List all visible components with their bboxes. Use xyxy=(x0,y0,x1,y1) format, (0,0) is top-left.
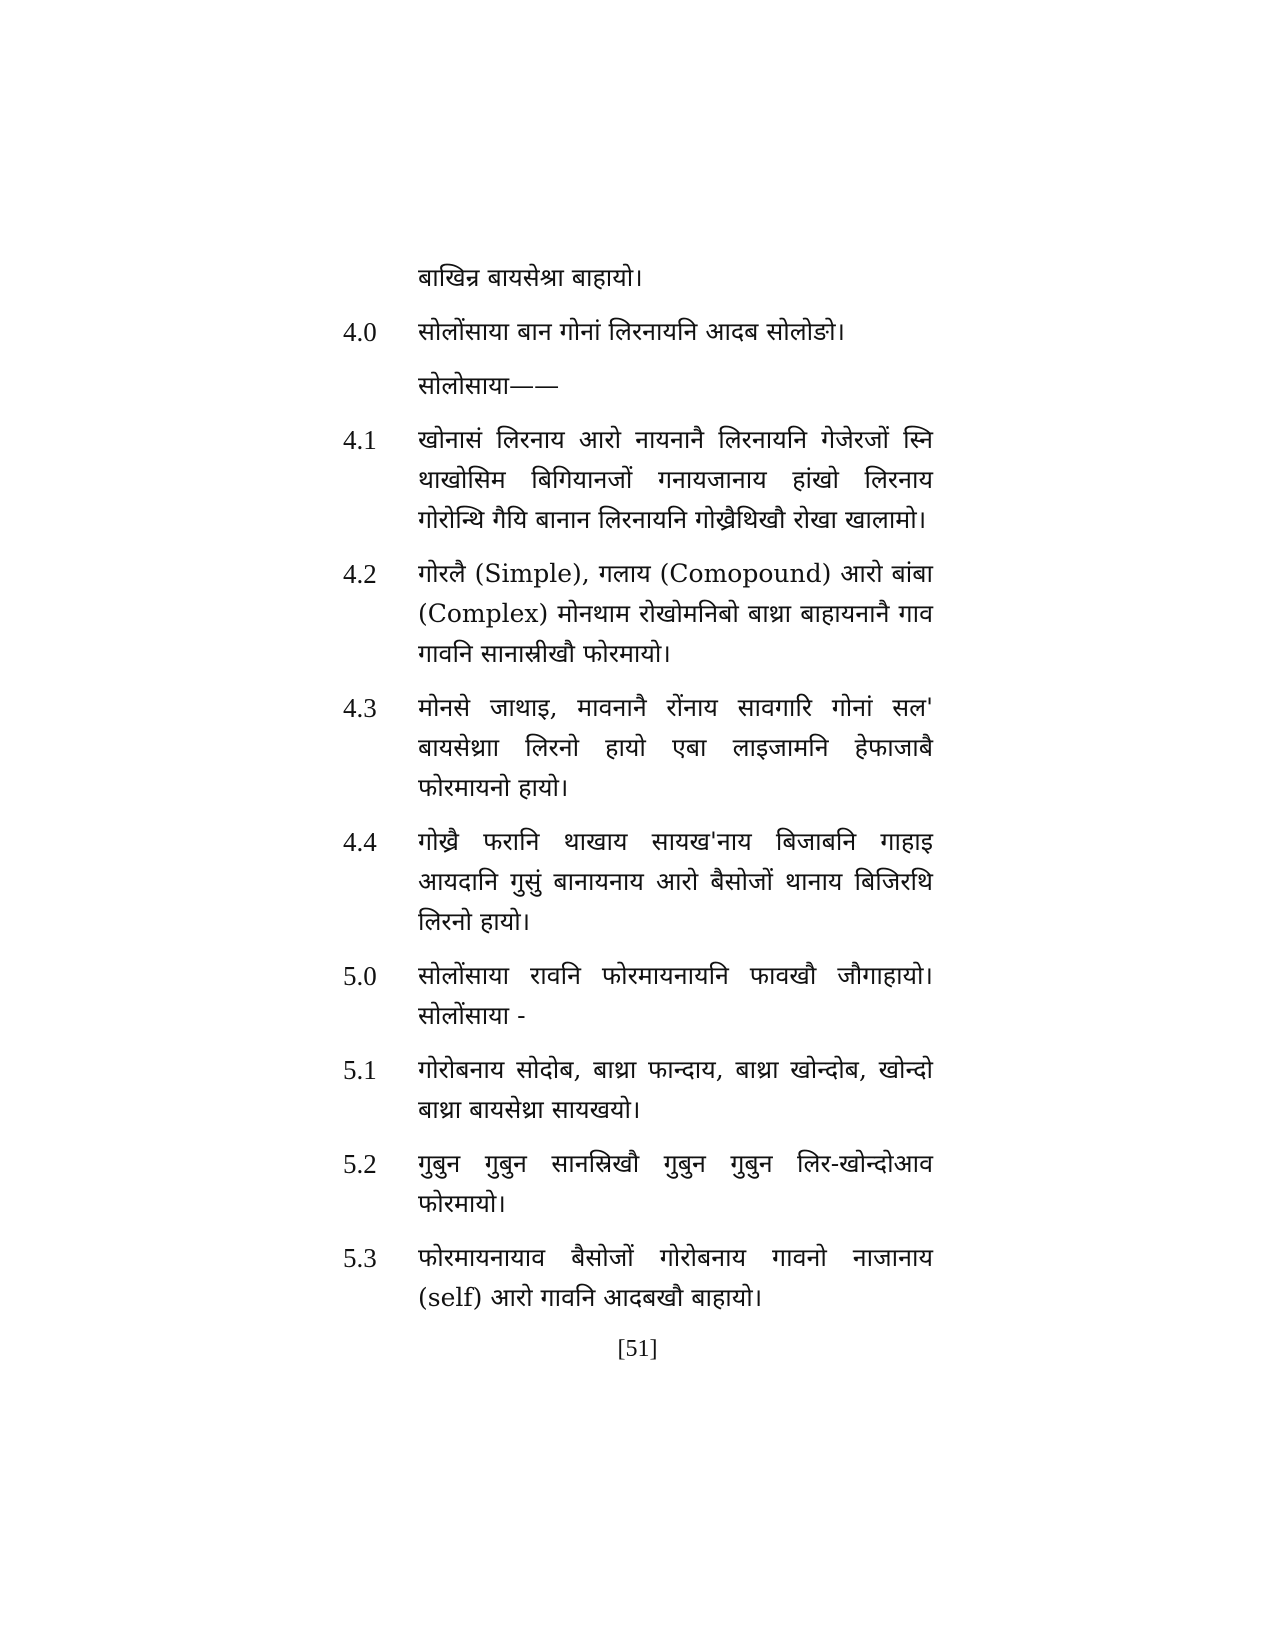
page-body xyxy=(343,258,933,1332)
list-item-4-0 xyxy=(343,312,933,352)
item-number: 5.3 xyxy=(343,1243,377,1273)
list-item-5-1 xyxy=(343,1050,933,1130)
page-number: [51] xyxy=(617,1336,658,1362)
item-text: सोलोंसाया बान गोनां लिरनायनि आदब सोलोङो। xyxy=(418,317,846,346)
item-number: 5.2 xyxy=(343,1149,377,1179)
item-text: मोनसे जाथाइ, मावनानै रोंनाय सावगारि गोनां सल' बायसेथ्राा लिरनो हायो एबा लाइजामनि हेफाजाबै फोरमायनो हायो। xyxy=(418,693,933,802)
item-number: 4.1 xyxy=(343,425,377,455)
item-number: 4.2 xyxy=(343,559,377,589)
list-item-4-4 xyxy=(343,822,933,942)
item-number: 5.0 xyxy=(343,961,377,991)
item-text: गोरोबनाय सोदोब, बाथ्रा फान्दाय, बाथ्रा खोन्दोब, खोन्दो बाथ्रा बायसेथ्रा सायखयो। xyxy=(418,1055,933,1124)
item-text: गुबुन गुबुन सानस्रिखौ गुबुन गुबुन लिर-खोन्दोआव फोरमायो। xyxy=(418,1149,933,1218)
sub-heading: सोलोसाया—— xyxy=(418,371,560,400)
item-number: 4.0 xyxy=(343,317,377,347)
item-text: गोरलै (Simple), गलाय (Comopound) आरो बांबा (Complex) मोनथाम रोखोमनिबो बाथ्रा बाहायनानै गाव गावनि सानास्रीखौ फोरमायो। xyxy=(418,559,933,668)
list-item-4-1 xyxy=(343,420,933,540)
list-item-5-3 xyxy=(343,1238,933,1318)
list-item-5-0 xyxy=(343,956,933,1036)
item-text: गोख्रै फरानि थाखाय सायख'नाय बिजाबनि गाहाइ आयदानि गुसुं बानायनाय आरो बैसोजों थानाय बिजिरथि लिरनो हायो। xyxy=(418,827,933,936)
continued-line: बाखिन्र बायसेश्रा बाहायो। xyxy=(418,263,643,292)
list-item-4-2 xyxy=(343,554,933,674)
item-text: फोरमायनायाव बैसोजों गोरोबनाय गावनो नाजानाय (self) आरो गावनि आदबखौ बाहायो। xyxy=(418,1243,933,1312)
item-text: सोलोंसाया रावनि फोरमायनायनि फावखौ जौगाहायो। सोलोंसाया - xyxy=(418,961,933,1030)
list-item-4-3 xyxy=(343,688,933,808)
item-text: खोनासं लिरनाय आरो नायनानै लिरनायनि गेजेरजों स्नि थाखोसिम बिगियानजों गनायजानाय हांखो लिरनाय गोरोन्थि गैयि बानान लिरनायनि गोख्रैथिखौ रोखा खालामो। xyxy=(418,425,933,534)
list-item-5-2 xyxy=(343,1144,933,1224)
item-number: 4.3 xyxy=(343,693,377,723)
item-number: 4.4 xyxy=(343,827,377,857)
item-number: 5.1 xyxy=(343,1055,377,1085)
